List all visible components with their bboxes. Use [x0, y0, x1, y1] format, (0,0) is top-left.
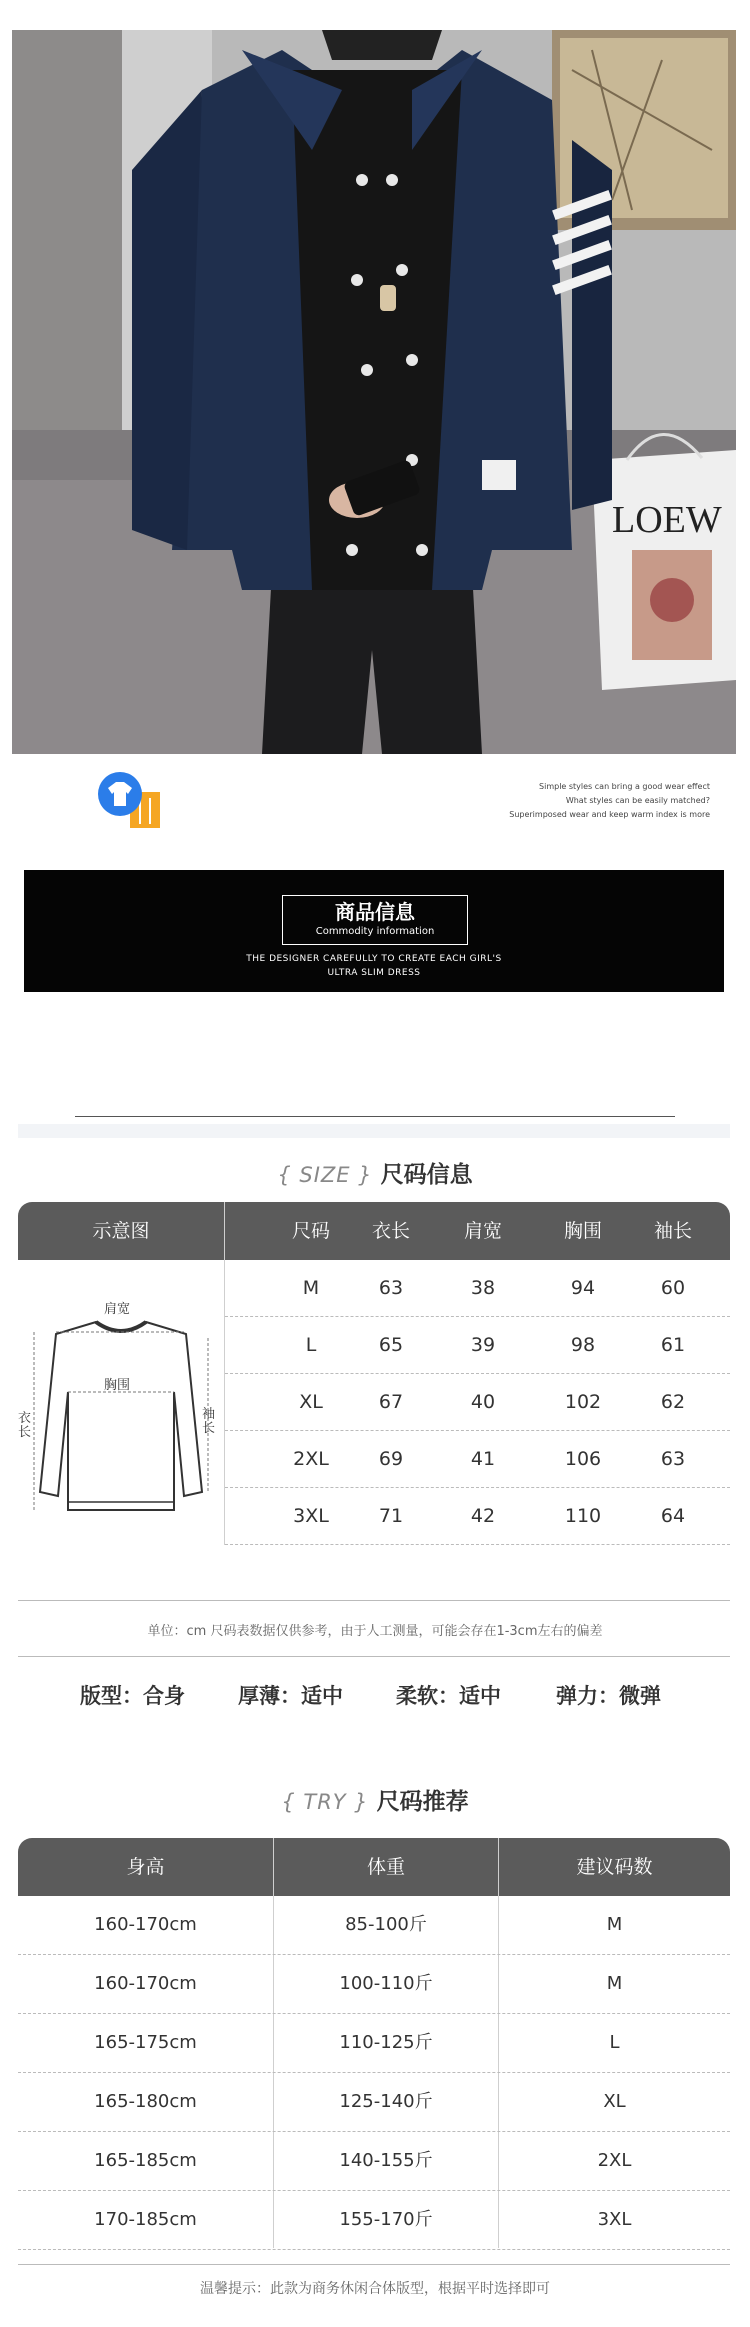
- rec-cell: M: [606, 1914, 623, 1935]
- rec-row: [18, 1955, 730, 2014]
- rec-cell: 85-100斤: [345, 1914, 427, 1935]
- rec-cell: 140-155斤: [339, 2150, 433, 2171]
- attribute-softness: 柔软：适中: [396, 1684, 501, 1708]
- try-section-heading: [0, 1783, 750, 1816]
- divider: [18, 2264, 730, 2265]
- rec-header-cell: 建议码数: [576, 1856, 653, 1878]
- rec-header-cell: 体重: [366, 1856, 405, 1878]
- rec-cell: 170-185cm: [94, 2209, 197, 2230]
- size-header-cell: 衣长: [371, 1220, 410, 1242]
- tagline-line: What styles can be easily matched?: [565, 796, 710, 805]
- size-cell: 71: [378, 1505, 404, 1527]
- size-cell: XL: [299, 1391, 323, 1413]
- divider: [18, 1656, 730, 1657]
- garment-diagram: [18, 1292, 216, 1532]
- divider: [75, 1116, 675, 1117]
- size-row: [225, 1431, 730, 1488]
- size-cell: 106: [564, 1448, 602, 1470]
- size-heading-cn: 尺码信息: [380, 1162, 473, 1188]
- attribute-elasticity: 弹力：微弹: [556, 1684, 661, 1708]
- size-cell: 3XL: [293, 1505, 329, 1527]
- banner-title-box: [282, 895, 468, 945]
- size-recommendation-table: [18, 1838, 730, 2248]
- warm-tip: 温馨提示：此款为商务休闲合体版型，根据平时选择即可: [200, 2281, 550, 2297]
- size-cell: 38: [470, 1277, 496, 1299]
- size-row: [225, 1317, 730, 1374]
- divider-band: [18, 1124, 730, 1138]
- size-cell: 61: [660, 1334, 686, 1356]
- rec-cell: 100-110斤: [339, 1973, 433, 1994]
- size-cell: 62: [660, 1391, 686, 1413]
- banner-subtitle: Commodity information: [315, 926, 435, 937]
- size-cell: 39: [470, 1334, 496, 1356]
- rec-table-header: [18, 1838, 730, 1896]
- rec-cell: M: [606, 1973, 623, 1994]
- tagline: [480, 780, 710, 822]
- size-cell: 102: [564, 1391, 602, 1413]
- size-cell: 63: [378, 1277, 404, 1299]
- tagline-line: Superimposed wear and keep warm index is more: [509, 810, 710, 819]
- rec-row: [18, 2191, 730, 2250]
- size-cell: 63: [660, 1448, 686, 1470]
- rec-cell: 110-125斤: [339, 2032, 433, 2053]
- unit-note: 单位：cm 尺码表数据仅供参考，由于人工测量，可能会存在1-3cm左右的偏差: [147, 1624, 603, 1639]
- size-cell: 60: [660, 1277, 686, 1299]
- size-row: [225, 1260, 730, 1317]
- size-header-cell: 尺码: [291, 1220, 330, 1242]
- rec-cell: 155-170斤: [339, 2209, 433, 2230]
- rec-row: [18, 2073, 730, 2132]
- rec-cell: 2XL: [597, 2150, 632, 2171]
- size-header-cell: 肩宽: [463, 1220, 502, 1242]
- divider: [18, 1600, 730, 1601]
- rec-cell: 160-170cm: [94, 1914, 197, 1935]
- banner-line: ULTRA SLIM DRESS: [327, 968, 421, 978]
- try-heading-en: { TRY }: [281, 1790, 369, 1814]
- rec-header-cell: 身高: [126, 1856, 165, 1878]
- tshirt-pants-icon: [90, 770, 180, 830]
- rec-cell: 160-170cm: [94, 1973, 197, 1994]
- fabric-attributes: [0, 1680, 750, 1710]
- diagram-label-chest: 胸围: [104, 1378, 131, 1393]
- size-cell: 110: [564, 1505, 602, 1527]
- product-photo: [12, 30, 736, 754]
- size-header-cell: 袖长: [653, 1220, 692, 1242]
- attribute-fit: 版型：合身: [80, 1684, 185, 1708]
- diagram-label-length: 衣长: [18, 1411, 32, 1440]
- size-section-heading: [0, 1156, 750, 1189]
- size-header-cell: 示意图: [92, 1220, 150, 1242]
- try-heading-cn: 尺码推荐: [376, 1789, 469, 1815]
- size-cell: 69: [378, 1448, 404, 1470]
- banner-line: THE DESIGNER CAREFULLY TO CREATE EACH GIRL'S: [246, 954, 502, 964]
- size-cell: 94: [570, 1277, 596, 1299]
- size-table: [18, 1202, 730, 1545]
- size-row: [225, 1488, 730, 1545]
- banner-title: 商品信息: [335, 900, 415, 924]
- rec-cell: XL: [603, 2091, 626, 2112]
- rec-cell: 3XL: [597, 2209, 632, 2230]
- size-cell: M: [302, 1277, 320, 1299]
- size-cell: 65: [378, 1334, 404, 1356]
- rec-cell: 165-175cm: [94, 2032, 197, 2053]
- tagline-line: Simple styles can bring a good wear effect: [539, 782, 710, 791]
- size-cell: L: [305, 1334, 317, 1356]
- commodity-info-banner: [24, 870, 724, 992]
- size-cell: 40: [470, 1391, 496, 1413]
- size-table-header: [18, 1202, 730, 1260]
- diagram-label-sleeve: 袖长: [202, 1407, 216, 1436]
- size-cell: 41: [470, 1448, 496, 1470]
- rec-cell: L: [609, 2032, 620, 2053]
- rec-cell: 165-185cm: [94, 2150, 197, 2171]
- size-header-cell: 胸围: [563, 1220, 602, 1242]
- bag-brand-text: LOEW: [612, 499, 722, 541]
- rec-row: [18, 1896, 730, 1955]
- rec-row: [18, 2132, 730, 2191]
- rec-cell: 165-180cm: [94, 2091, 197, 2112]
- size-cell: 98: [570, 1334, 596, 1356]
- size-cell: 2XL: [293, 1448, 329, 1470]
- size-heading-en: { SIZE }: [277, 1163, 373, 1187]
- size-row: [225, 1374, 730, 1431]
- size-cell: 64: [660, 1505, 686, 1527]
- size-cell: 67: [378, 1391, 404, 1413]
- size-cell: 42: [470, 1505, 496, 1527]
- diagram-label-shoulder: 肩宽: [104, 1302, 131, 1317]
- rec-cell: 125-140斤: [339, 2091, 433, 2112]
- rec-row: [18, 2014, 730, 2073]
- attribute-thickness: 厚薄：适中: [238, 1684, 343, 1708]
